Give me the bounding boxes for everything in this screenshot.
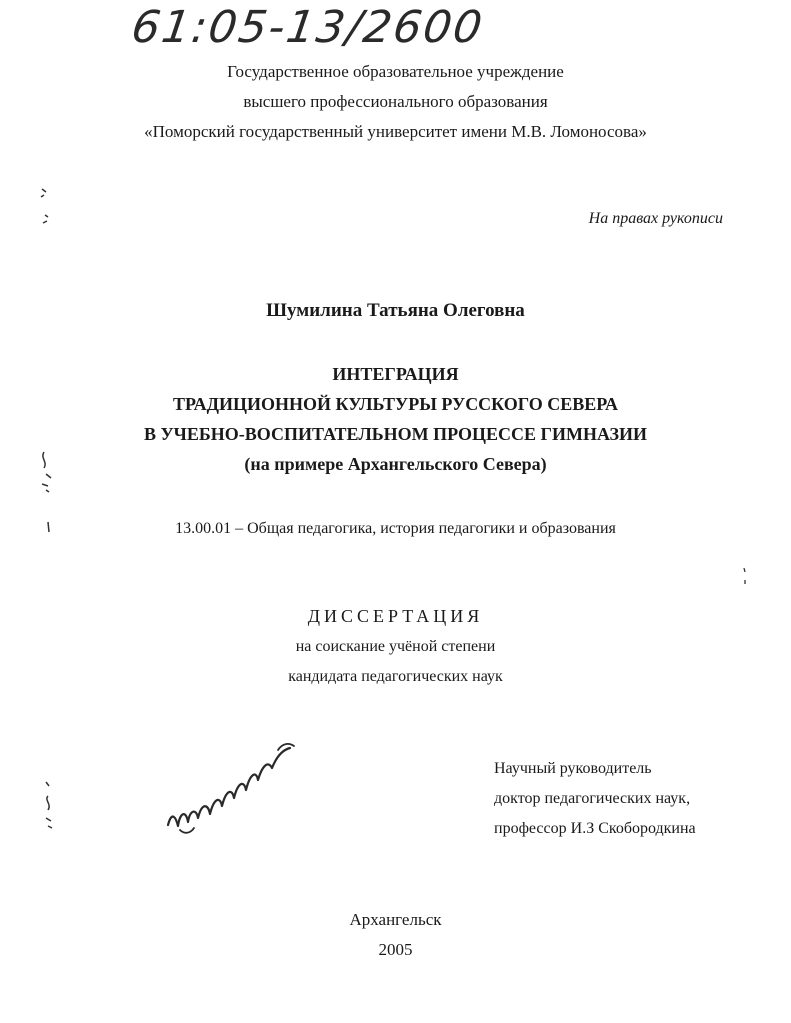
scan-speck: [38, 778, 62, 834]
title-line-3: В УЧЕБНО-ВОСПИТАТЕЛЬНОМ ПРОЦЕССЕ ГИМНАЗИИ: [143, 424, 648, 444]
scan-speck: [36, 448, 58, 496]
institution-line-1: Государственное образовательное учреждение: [227, 62, 564, 81]
title-line-1: ИНТЕГРАЦИЯ: [332, 364, 459, 384]
scan-speck: [44, 520, 54, 536]
dissertation-heading: ДИССЕРТАЦИЯ: [307, 606, 484, 626]
dissertation-line-1: на соискание учёной степени: [295, 638, 496, 655]
supervisor-line-1: Научный руководитель: [494, 760, 652, 777]
institution-line-2: высшего профессионального образования: [243, 92, 548, 111]
institution-line-3: «Поморский государственный университет имени М.В. Ломоносова»: [144, 122, 647, 141]
archive-number: 61:05-13/2600: [128, 2, 488, 53]
year: 2005: [378, 940, 413, 959]
city: Архангельск: [349, 910, 442, 929]
signature-image: [160, 730, 300, 840]
scan-speck: [740, 566, 750, 588]
author-name: Шумилина Татьяна Олеговна: [266, 300, 525, 321]
rights-note: На правах рукописи: [588, 210, 723, 227]
scan-speck: [36, 185, 56, 235]
title-line-4: (на примере Архангельского Севера): [244, 454, 547, 474]
supervisor-line-3: профессор И.З Скобородкина: [494, 820, 696, 837]
specialty: 13.00.01 – Общая педагогика, история педагогики и образования: [175, 520, 616, 537]
supervisor-line-2: доктор педагогических наук,: [494, 790, 691, 807]
dissertation-line-2: кандидата педагогических наук: [288, 668, 503, 685]
title-line-2: ТРАДИЦИОННОЙ КУЛЬТУРЫ РУССКОГО СЕВЕРА: [172, 394, 619, 414]
